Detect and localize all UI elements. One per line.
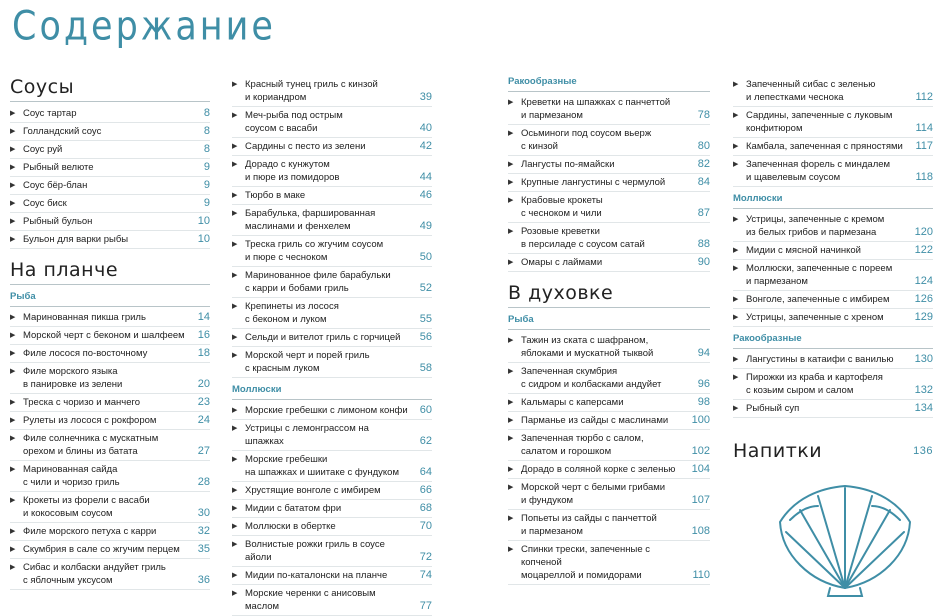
- toc-entry[interactable]: [733, 351, 933, 369]
- section-heading: [733, 440, 933, 465]
- triangle-bullet-icon: ▶: [232, 272, 238, 279]
- toc-entry-title: Крабовые крокеты с чесноком и чили: [521, 195, 603, 219]
- triangle-bullet-icon: ▶: [10, 218, 16, 225]
- triangle-bullet-icon: ▶: [10, 146, 16, 153]
- toc-entry-title: Рыбный велюте: [23, 162, 94, 173]
- toc-entry-title: Лангустины в катаифи с ванилью: [746, 354, 894, 365]
- triangle-bullet-icon: ▶: [232, 192, 238, 199]
- toc-entry-page: 120: [914, 226, 933, 238]
- toc-entry-page: 94: [697, 347, 710, 359]
- toc-entry[interactable]: [733, 76, 933, 107]
- toc-entry-title: Морской черт и порей гриль с красным луком: [245, 350, 370, 374]
- toc-entry[interactable]: [10, 327, 210, 345]
- toc-entry-page: 14: [197, 311, 210, 323]
- toc-entry[interactable]: [232, 107, 432, 138]
- triangle-bullet-icon: ▶: [232, 161, 238, 168]
- toc-entry-title: Филе солнечника с мускатным орехом и блины из батата: [23, 433, 159, 457]
- triangle-bullet-icon: ▶: [508, 515, 514, 522]
- toc-entry-title: Тюрбо в маке: [245, 190, 306, 201]
- toc-entry-title: Филе морского языка в панировке из зелени: [23, 366, 123, 390]
- toc-entry-title: Треска гриль со жгучим соусом и пюре с чесноком: [245, 239, 384, 263]
- toc-entry[interactable]: [508, 94, 710, 125]
- toc-entry[interactable]: [508, 174, 710, 192]
- toc-entry-page: 10: [197, 215, 210, 227]
- toc-entry[interactable]: [508, 461, 710, 479]
- toc-entry[interactable]: [232, 451, 432, 482]
- toc-entry-page: 18: [197, 347, 210, 359]
- triangle-bullet-icon: ▶: [508, 161, 514, 168]
- triangle-bullet-icon: ▶: [508, 417, 514, 424]
- triangle-bullet-icon: ▶: [508, 337, 514, 344]
- toc-entry[interactable]: [232, 236, 432, 267]
- toc-entry-page: 68: [419, 502, 432, 514]
- toc-entry-page: 39: [419, 91, 432, 103]
- toc-entry-page: 64: [419, 466, 432, 478]
- toc-entry-page: 10: [197, 233, 210, 245]
- toc-entry-page: 20: [197, 378, 210, 390]
- toc-entry-title: Розовые креветки в персиладе с соусом сатай: [521, 226, 645, 250]
- toc-entry-page: 16: [197, 329, 210, 341]
- triangle-bullet-icon: ▶: [508, 130, 514, 137]
- toc-entry[interactable]: [232, 420, 432, 451]
- section-heading: В духовке: [508, 282, 710, 308]
- triangle-bullet-icon: ▶: [232, 112, 238, 119]
- toc-entry-page: 42: [419, 140, 432, 152]
- toc-entry-page: 23: [197, 396, 210, 408]
- triangle-bullet-icon: ▶: [232, 407, 238, 414]
- toc-entry[interactable]: [508, 363, 710, 394]
- seashell-icon: [770, 470, 920, 600]
- triangle-bullet-icon: ▶: [10, 466, 16, 473]
- toc-entry[interactable]: [508, 479, 710, 510]
- toc-entry-title: Хрустящие вонголе с имбирем: [245, 485, 381, 496]
- toc-entry[interactable]: [10, 461, 210, 492]
- toc-entry-page: 32: [197, 525, 210, 537]
- toc-entry[interactable]: [232, 500, 432, 518]
- toc-entry-page: 27: [197, 445, 210, 457]
- section-heading: На планче: [10, 259, 210, 285]
- toc-entry[interactable]: [232, 347, 432, 378]
- triangle-bullet-icon: ▶: [508, 197, 514, 204]
- toc-entry-page: 62: [419, 435, 432, 447]
- triangle-bullet-icon: ▶: [733, 112, 739, 119]
- toc-entry-page: 110: [692, 569, 710, 581]
- toc-entry[interactable]: [10, 363, 210, 394]
- triangle-bullet-icon: ▶: [10, 110, 16, 117]
- toc-entry-title: Волнистые рожки гриль в соусе айоли: [245, 539, 385, 563]
- toc-entry-title: Маринованная сайда с чили и чоризо гриль: [23, 464, 120, 488]
- toc-entry-page: 8: [203, 125, 210, 137]
- toc-entry-page: 98: [697, 396, 710, 408]
- toc-entry[interactable]: [10, 177, 210, 195]
- triangle-bullet-icon: ▶: [733, 81, 739, 88]
- toc-entry-page: 66: [419, 484, 432, 496]
- toc-entry[interactable]: [10, 345, 210, 363]
- triangle-bullet-icon: ▶: [10, 399, 16, 406]
- toc-entry-page: 87: [697, 207, 710, 219]
- toc-entry-title: Сельди и вителот гриль с горчицей: [245, 332, 401, 343]
- toc-entry-page: 74: [419, 569, 432, 581]
- toc-entry-page: 56: [419, 331, 432, 343]
- toc-entry-page: 50: [419, 251, 432, 263]
- toc-entry[interactable]: [10, 159, 210, 177]
- triangle-bullet-icon: ▶: [508, 179, 514, 186]
- toc-entry-title: Барабулька, фаршированная маслинами и фенхелем: [245, 208, 376, 232]
- toc-entry-title: Соус биск: [23, 198, 67, 209]
- toc-entry-title: Попьеты из сайды с панчеттой и пармезаном: [521, 513, 657, 537]
- triangle-bullet-icon: ▶: [508, 399, 514, 406]
- toc-entry-page: 58: [419, 362, 432, 374]
- toc-entry[interactable]: [10, 141, 210, 159]
- toc-entry[interactable]: [733, 291, 933, 309]
- triangle-bullet-icon: ▶: [508, 259, 514, 266]
- toc-entry-title: Дорадо с кунжутом и пюре из помидоров: [245, 159, 340, 183]
- triangle-bullet-icon: ▶: [10, 314, 16, 321]
- subsection-heading: Моллюски: [232, 384, 432, 400]
- triangle-bullet-icon: ▶: [508, 466, 514, 473]
- toc-entry-title: Морские гребешки с лимоном конфи: [245, 405, 408, 416]
- toc-entry-page: 8: [203, 143, 210, 155]
- toc-entry-page: 102: [691, 445, 710, 457]
- toc-entry[interactable]: [10, 412, 210, 430]
- toc-entry-page: 134: [914, 402, 933, 414]
- toc-entry-title: Голландский соус: [23, 126, 102, 137]
- toc-entry-page: 88: [697, 238, 710, 250]
- toc-entry[interactable]: [10, 394, 210, 412]
- triangle-bullet-icon: ▶: [10, 546, 16, 553]
- toc-entry-page: 36: [197, 574, 210, 586]
- toc-entry-title: Мидии по-каталонски на планче: [245, 570, 388, 581]
- toc-entry[interactable]: [232, 402, 432, 420]
- toc-entry-title: Спинки трески, запеченные с копченой моцареллой и помидорами: [521, 544, 651, 581]
- toc-entry[interactable]: [733, 309, 933, 327]
- toc-entry-page: 107: [691, 494, 710, 506]
- triangle-bullet-icon: ▶: [508, 484, 514, 491]
- toc-entry-title: Красный тунец гриль с кинзой и кориандром: [245, 79, 378, 103]
- toc-entry[interactable]: [733, 260, 933, 291]
- triangle-bullet-icon: ▶: [232, 210, 238, 217]
- triangle-bullet-icon: ▶: [232, 487, 238, 494]
- subsection-heading: Рыба: [508, 314, 710, 330]
- toc-entry-title: Крупные лангустины с чермулой: [521, 177, 666, 188]
- section-page-number: 136: [913, 445, 933, 457]
- toc-entry-title: Скумбрия в сале со жгучим перцем: [23, 544, 180, 555]
- toc-entry[interactable]: [10, 492, 210, 523]
- toc-entry-title: Меч-рыба под острым соусом с васаби: [245, 110, 343, 134]
- toc-column: [232, 76, 432, 616]
- section-heading-label: Напитки: [733, 440, 823, 462]
- toc-entry-page: 52: [419, 282, 432, 294]
- toc-entry-page: 55: [419, 313, 432, 325]
- toc-entry-page: 117: [915, 140, 933, 152]
- toc-entry[interactable]: [508, 430, 710, 461]
- triangle-bullet-icon: ▶: [10, 128, 16, 135]
- toc-entry-page: 78: [697, 109, 710, 121]
- toc-entry-title: Тажин из ската с шафраном, яблоками и мускатной тыквой: [521, 335, 654, 359]
- toc-entry[interactable]: [508, 192, 710, 223]
- toc-entry-page: 35: [197, 543, 210, 555]
- toc-entry-page: 126: [914, 293, 933, 305]
- toc-entry-page: 9: [203, 179, 210, 191]
- toc-entry-title: Креветки на шпажках с панчеттой и пармезаном: [521, 97, 671, 121]
- triangle-bullet-icon: ▶: [10, 564, 16, 571]
- triangle-bullet-icon: ▶: [232, 505, 238, 512]
- toc-entry-page: 90: [697, 256, 710, 268]
- toc-entry-title: Соус руй: [23, 144, 63, 155]
- toc-entry[interactable]: [10, 541, 210, 559]
- toc-entry-title: Кальмары с каперсами: [521, 397, 624, 408]
- toc-entry[interactable]: [508, 412, 710, 430]
- toc-entry-page: 30: [197, 507, 210, 519]
- toc-entry-title: Осьминоги под соусом вьерж с кинзой: [521, 128, 652, 152]
- toc-entry[interactable]: [232, 567, 432, 585]
- toc-entry[interactable]: [10, 559, 210, 590]
- toc-entry[interactable]: [232, 298, 432, 329]
- triangle-bullet-icon: ▶: [232, 425, 238, 432]
- toc-entry-title: Морской черт с беконом и шалфеем: [23, 330, 185, 341]
- triangle-bullet-icon: ▶: [733, 405, 739, 412]
- toc-entry-title: Рулеты из лосося с рокфором: [23, 415, 157, 426]
- toc-entry[interactable]: [232, 267, 432, 298]
- toc-entry[interactable]: [733, 400, 933, 418]
- toc-entry[interactable]: [733, 107, 933, 138]
- triangle-bullet-icon: ▶: [10, 497, 16, 504]
- toc-entry-title: Мидии с бататом фри: [245, 503, 342, 514]
- subsection-heading: Ракообразные: [733, 333, 933, 349]
- toc-entry-title: Моллюски в обертке: [245, 521, 336, 532]
- toc-entry-page: 70: [419, 520, 432, 532]
- toc-entry[interactable]: [232, 536, 432, 567]
- triangle-bullet-icon: ▶: [508, 546, 514, 553]
- toc-entry-title: Морские черенки с анисовым маслом: [245, 588, 376, 612]
- toc-entry-page: 40: [419, 122, 432, 134]
- toc-entry-title: Сардины с песто из зелени: [245, 141, 366, 152]
- toc-entry-title: Вонголе, запеченные с имбирем: [746, 294, 890, 305]
- toc-entry[interactable]: [10, 105, 210, 123]
- subsection-heading: Моллюски: [733, 193, 933, 209]
- toc-entry-page: 96: [697, 378, 710, 390]
- triangle-bullet-icon: ▶: [10, 417, 16, 424]
- toc-entry-page: 28: [197, 476, 210, 488]
- toc-entry-title: Пирожки из краба и картофеля с козьим сыром и салом: [746, 372, 883, 396]
- triangle-bullet-icon: ▶: [232, 81, 238, 88]
- toc-entry-title: Запеченная скумбрия с сидром и колбасками андуйет: [521, 366, 662, 390]
- toc-entry-title: Сардины, запеченные с луковым конфитюром: [746, 110, 893, 134]
- toc-entry-title: Морские гребешки на шпажках и шиитаке с фундуком: [245, 454, 399, 478]
- toc-entry-title: Филе лосося по-восточному: [23, 348, 148, 359]
- triangle-bullet-icon: ▶: [733, 161, 739, 168]
- toc-entry[interactable]: [733, 369, 933, 400]
- toc-entry-title: Маринованная пикша гриль: [23, 312, 146, 323]
- toc-entry-page: 132: [914, 384, 933, 396]
- triangle-bullet-icon: ▶: [232, 572, 238, 579]
- toc-entry-title: Соус бёр-блан: [23, 180, 88, 191]
- toc-entry[interactable]: [733, 211, 933, 242]
- triangle-bullet-icon: ▶: [232, 241, 238, 248]
- toc-entry-page: 60: [419, 404, 432, 416]
- toc-entry-title: Треска с чоризо и манчего: [23, 397, 141, 408]
- toc-entry[interactable]: [10, 430, 210, 461]
- toc-entry-page: 129: [914, 311, 933, 323]
- triangle-bullet-icon: ▶: [232, 523, 238, 530]
- triangle-bullet-icon: ▶: [10, 435, 16, 442]
- toc-entry-page: 49: [419, 220, 432, 232]
- toc-entry[interactable]: [232, 138, 432, 156]
- toc-entry[interactable]: [10, 309, 210, 327]
- triangle-bullet-icon: ▶: [232, 352, 238, 359]
- toc-column: [508, 76, 710, 585]
- toc-entry-page: 72: [419, 551, 432, 563]
- toc-entry-title: Устрицы с лемонграссом на шпажках: [245, 423, 369, 447]
- toc-entry[interactable]: [733, 242, 933, 260]
- toc-entry-page: 122: [914, 244, 933, 256]
- toc-entry[interactable]: [232, 585, 432, 616]
- triangle-bullet-icon: ▶: [232, 334, 238, 341]
- toc-entry-page: 8: [203, 107, 210, 119]
- toc-entry-title: Запеченная форель с миндалем и щавелевым соусом: [746, 159, 891, 183]
- toc-entry-title: Омары с лаймами: [521, 257, 603, 268]
- toc-entry[interactable]: [10, 195, 210, 213]
- toc-entry[interactable]: [232, 156, 432, 187]
- toc-entry-title: Моллюски, запеченные с пореем и пармезаном: [746, 263, 893, 287]
- toc-entry-page: 9: [203, 197, 210, 209]
- triangle-bullet-icon: ▶: [10, 528, 16, 535]
- toc-entry-title: Сибас и колбаски андуйет гриль с яблочным уксусом: [23, 562, 166, 586]
- triangle-bullet-icon: ▶: [10, 236, 16, 243]
- toc-entry-page: 80: [697, 140, 710, 152]
- triangle-bullet-icon: ▶: [232, 456, 238, 463]
- toc-entry-title: Устрицы, запеченные с кремом из белых грибов и пармезана: [746, 214, 885, 238]
- toc-entry-page: 104: [691, 463, 710, 475]
- toc-entry[interactable]: [508, 510, 710, 541]
- toc-entry-title: Маринованное филе барабульки с карри и бобами гриль: [245, 270, 391, 294]
- toc-entry[interactable]: [10, 523, 210, 541]
- toc-entry-page: 77: [419, 600, 432, 612]
- toc-entry[interactable]: [508, 156, 710, 174]
- toc-entry-title: Устрицы, запеченные с хреном: [746, 312, 884, 323]
- triangle-bullet-icon: ▶: [733, 216, 739, 223]
- section-heading: Соусы: [10, 76, 210, 102]
- toc-column: [733, 76, 933, 468]
- toc-entry[interactable]: [10, 213, 210, 231]
- triangle-bullet-icon: ▶: [733, 314, 739, 321]
- toc-entry-title: Морской черт с белыми грибами и фундуком: [521, 482, 666, 506]
- toc-entry-title: Мидии с мясной начинкой: [746, 245, 861, 256]
- toc-entry[interactable]: [232, 482, 432, 500]
- toc-entry-title: Дорадо в соляной корке с зеленью: [521, 464, 676, 475]
- toc-entry-title: Крепинеты из лосося с беконом и луком: [245, 301, 339, 325]
- triangle-bullet-icon: ▶: [733, 356, 739, 363]
- toc-entry[interactable]: [508, 541, 710, 585]
- subsection-heading: Рыба: [10, 291, 210, 307]
- toc-entry-page: 124: [914, 275, 933, 287]
- toc-entry-page: 24: [197, 414, 210, 426]
- triangle-bullet-icon: ▶: [10, 164, 16, 171]
- toc-entry[interactable]: [508, 223, 710, 254]
- toc-entry[interactable]: [733, 156, 933, 187]
- toc-entry[interactable]: [232, 518, 432, 536]
- subsection-heading: Ракообразные: [508, 76, 710, 92]
- triangle-bullet-icon: ▶: [733, 296, 739, 303]
- triangle-bullet-icon: ▶: [10, 332, 16, 339]
- toc-entry-title: Рыбный суп: [746, 403, 800, 414]
- toc-entry-page: 114: [915, 122, 933, 134]
- toc-entry[interactable]: [232, 205, 432, 236]
- triangle-bullet-icon: ▶: [232, 541, 238, 548]
- toc-entry[interactable]: [232, 76, 432, 107]
- triangle-bullet-icon: ▶: [508, 228, 514, 235]
- triangle-bullet-icon: ▶: [232, 303, 238, 310]
- triangle-bullet-icon: ▶: [733, 374, 739, 381]
- toc-entry-title: Бульон для варки рыбы: [23, 234, 129, 245]
- toc-entry-title: Рыбный бульон: [23, 216, 93, 227]
- toc-entry[interactable]: [232, 329, 432, 347]
- triangle-bullet-icon: ▶: [733, 143, 739, 150]
- toc-entry[interactable]: [508, 125, 710, 156]
- toc-entry[interactable]: [10, 231, 210, 249]
- toc-entry-title: Филе морского петуха с карри: [23, 526, 157, 537]
- toc-entry[interactable]: [10, 123, 210, 141]
- page-title: Содержание: [12, 4, 276, 50]
- triangle-bullet-icon: ▶: [508, 99, 514, 106]
- toc-column: [10, 76, 210, 590]
- toc-entry-page: 9: [203, 161, 210, 173]
- toc-entry-page: 112: [915, 91, 933, 103]
- toc-entry-page: 118: [915, 171, 933, 183]
- toc-entry[interactable]: [232, 187, 432, 205]
- toc-entry-page: 44: [419, 171, 432, 183]
- toc-entry-page: 82: [697, 158, 710, 170]
- toc-entry-title: Лангусты по-ямайски: [521, 159, 615, 170]
- toc-entry-title: Запеченный сибас с зеленью и лепестками чеснока: [746, 79, 876, 103]
- toc-entry-page: 108: [691, 525, 710, 537]
- triangle-bullet-icon: ▶: [10, 350, 16, 357]
- toc-entry-title: Запеченная тюрбо с салом, салатом и горошком: [521, 433, 644, 457]
- triangle-bullet-icon: ▶: [232, 590, 238, 597]
- triangle-bullet-icon: ▶: [733, 265, 739, 272]
- toc-entry[interactable]: [508, 254, 710, 272]
- triangle-bullet-icon: ▶: [232, 143, 238, 150]
- toc-entry[interactable]: [508, 394, 710, 412]
- triangle-bullet-icon: ▶: [10, 182, 16, 189]
- toc-entry-page: 46: [419, 189, 432, 201]
- toc-entry-title: Парманье из сайды с маслинами: [521, 415, 669, 426]
- toc-entry-page: 130: [914, 353, 933, 365]
- triangle-bullet-icon: ▶: [10, 200, 16, 207]
- toc-entry-page: 84: [697, 176, 710, 188]
- toc-entry[interactable]: [508, 332, 710, 363]
- triangle-bullet-icon: ▶: [508, 435, 514, 442]
- toc-entry-title: Крокеты из форели с васаби и кокосовым соусом: [23, 495, 150, 519]
- toc-entry-title: Соус тартар: [23, 108, 77, 119]
- toc-entry-page: 100: [691, 414, 710, 426]
- triangle-bullet-icon: ▶: [508, 368, 514, 375]
- triangle-bullet-icon: ▶: [10, 368, 16, 375]
- toc-entry[interactable]: [733, 138, 933, 156]
- triangle-bullet-icon: ▶: [733, 247, 739, 254]
- toc-entry-title: Камбала, запеченная с пряностями: [746, 141, 903, 152]
